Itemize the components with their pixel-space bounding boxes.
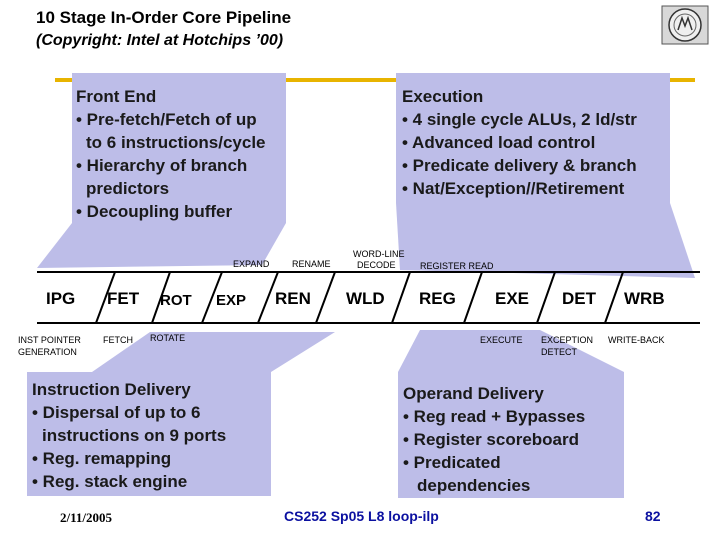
rotate-label: ROTATE: [150, 333, 186, 343]
exception-detect-label: DETECT: [541, 347, 577, 357]
instruction-delivery-line: • Reg. remapping: [32, 449, 172, 468]
write-back-label: WRITE-BACK: [608, 335, 665, 345]
execution-line: • Predicate delivery & branch: [402, 156, 637, 175]
stage-rot: ROT: [160, 292, 192, 309]
front-end-line: • Decoupling buffer: [76, 202, 233, 221]
stage-ren: REN: [275, 289, 311, 308]
execution-line: • 4 single cycle ALUs, 2 ld/str: [402, 110, 637, 129]
stage-ipg: IPG: [46, 289, 76, 308]
footer-course: CS252 Sp05 L8 loop-ilp: [284, 508, 439, 524]
operand-delivery-heading: Operand Delivery: [403, 384, 544, 403]
exception-label: EXCEPTION: [541, 335, 594, 345]
operand-delivery-box: [398, 372, 624, 498]
stage-divider: [316, 272, 335, 323]
footer-date: 2/11/2005: [60, 510, 113, 525]
execution-box: [396, 73, 670, 203]
execution-line: • Nat/Exception//Retirement: [402, 179, 625, 198]
execution-line: • Advanced load control: [402, 133, 596, 152]
stage-fet: FET: [107, 289, 140, 308]
expand-label: EXPAND: [233, 259, 270, 269]
register-read-label: REGISTER READ: [420, 261, 494, 271]
footer-page-number: 82: [645, 508, 661, 524]
execution-heading: Execution: [402, 87, 484, 106]
wordline-decode-label: DECODE: [357, 260, 396, 270]
operand-delivery-line: • Register scoreboard: [403, 430, 580, 449]
stage-divider: [392, 272, 410, 323]
front-end-heading: Front End: [76, 87, 157, 106]
stage-reg: REG: [419, 289, 456, 308]
stage-wrb: WRB: [624, 289, 665, 308]
operand-delivery-line: • Reg read + Bypasses: [403, 407, 586, 426]
fetch-label: FETCH: [103, 335, 133, 345]
inst-pointer-label: INST POINTER: [18, 335, 81, 345]
instruction-delivery-heading: Instruction Delivery: [32, 380, 191, 399]
front-end-box: [72, 73, 286, 223]
front-end-line: • Pre-fetch/Fetch of up: [76, 110, 257, 129]
stage-exe: EXE: [495, 289, 530, 308]
rename-label: RENAME: [292, 259, 331, 269]
stage-det: DET: [562, 289, 596, 308]
stage-divider: [605, 272, 623, 323]
execute-label: EXECUTE: [480, 335, 523, 345]
front-end-line: predictors: [86, 179, 170, 198]
stage-wld: WLD: [346, 289, 385, 308]
stage-divider: [464, 272, 482, 323]
stage-exp: EXP: [216, 292, 247, 309]
slide-subtitle: (Copyright: Intel at Hotchips ’00): [36, 32, 284, 49]
front-end-line: • Hierarchy of branch: [76, 156, 248, 175]
slide-title: 10 Stage In-Order Core Pipeline: [36, 8, 292, 27]
wordline-label: WORD-LINE: [353, 249, 405, 259]
operand-delivery-line: • Predicated: [403, 453, 501, 472]
instruction-delivery-box: [27, 372, 271, 496]
instruction-delivery-line: instructions on 9 ports: [42, 426, 227, 445]
instruction-delivery-line: • Dispersal of up to 6: [32, 403, 201, 422]
front-end-line: to 6 instructions/cycle: [86, 133, 266, 152]
operand-delivery-line: dependencies: [417, 476, 531, 495]
inst-pointer-generation-label: GENERATION: [18, 347, 77, 357]
instruction-delivery-line: • Reg. stack engine: [32, 472, 188, 491]
stage-divider: [537, 272, 555, 323]
